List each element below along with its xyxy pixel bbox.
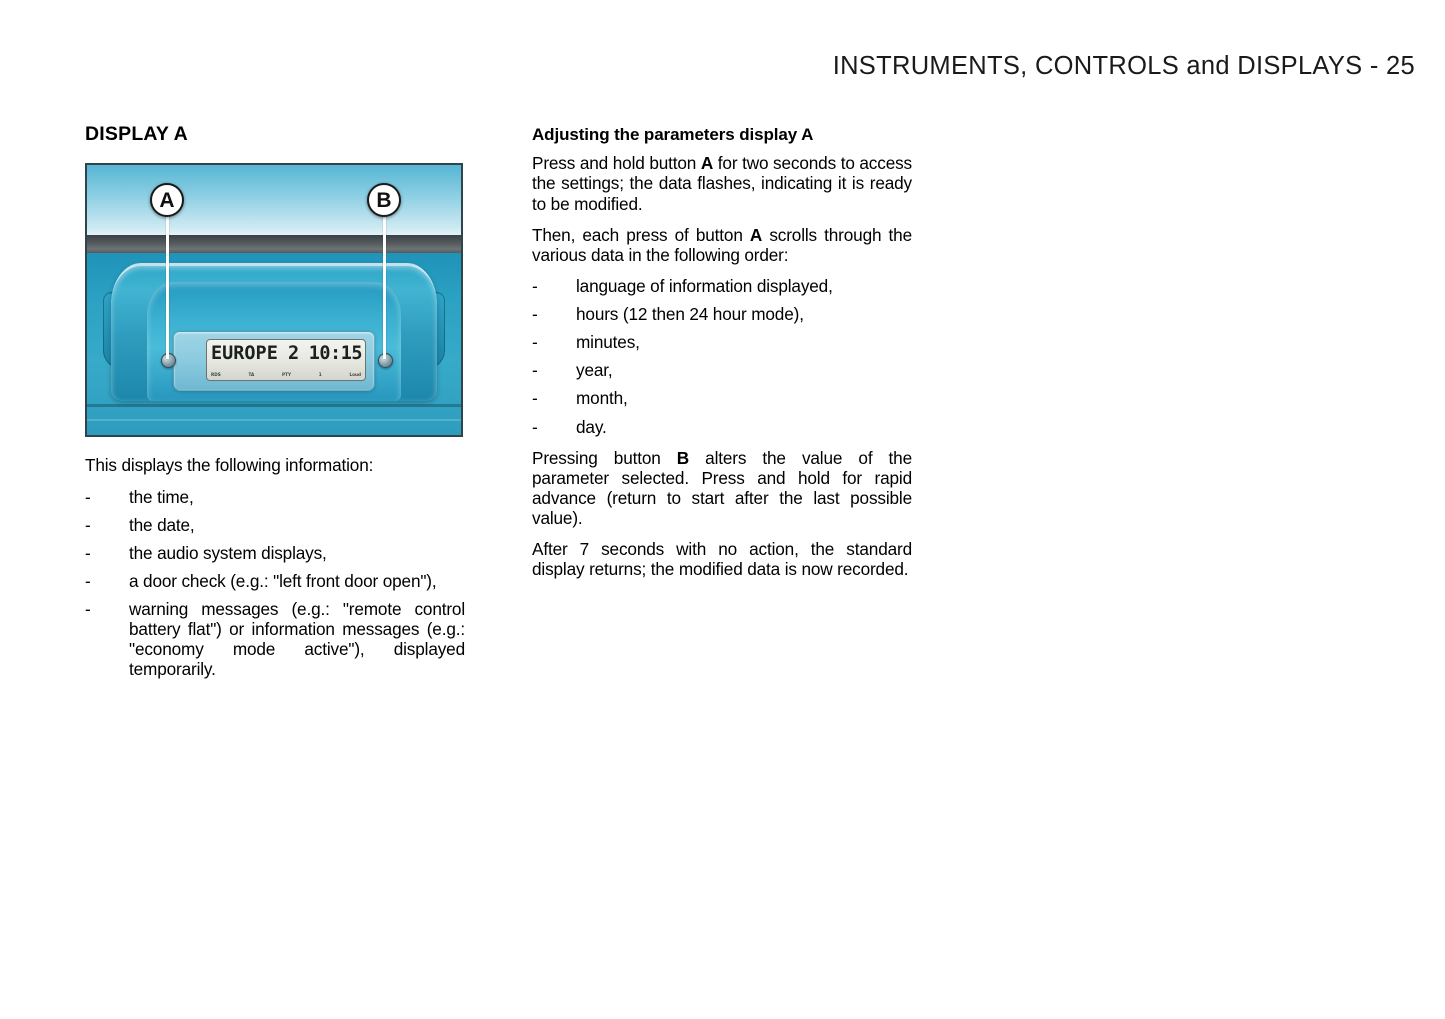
page-header-title: INSTRUMENTS, CONTROLS and DISPLAYS - 25	[832, 52, 1415, 80]
lcd-indicator-pty: PTY	[282, 372, 291, 378]
paragraph-3-part-1: Pressing button	[532, 447, 677, 468]
lcd-indicator-row	[211, 373, 361, 377]
paragraph-1-part-2: for two seconds to access the settings; the data flashes, indicating it is ready to be modified.	[532, 153, 912, 214]
list-item	[532, 276, 912, 296]
list-item-label: a door check (e.g.: "left front door open"),	[129, 570, 437, 591]
figure-ledge-line-1	[87, 404, 461, 407]
list-item	[85, 599, 465, 680]
left-column	[85, 124, 465, 691]
lcd-screen	[206, 339, 366, 381]
dash-bullet: -	[85, 542, 91, 563]
paragraph-2-part-2: scrolls through the various data in the following order:	[532, 224, 913, 265]
figure-dark-trim-band	[87, 235, 461, 255]
list-item-label: language of information displayed,	[576, 275, 833, 296]
list-item-label: month,	[576, 388, 628, 409]
callout-leader-line-b	[383, 215, 386, 359]
button-reference-a-2: A	[749, 224, 763, 245]
list-item	[85, 515, 465, 535]
list-item-label: the audio system displays,	[129, 542, 327, 563]
dash-bullet: -	[85, 570, 91, 591]
lcd-time-value: 10:15	[308, 343, 362, 365]
lcd-date-value: 2	[287, 343, 299, 365]
display-information-list	[85, 487, 465, 680]
dash-bullet: -	[532, 332, 538, 353]
dash-bullet: -	[85, 514, 91, 535]
figure-ledge-line-2	[87, 419, 461, 421]
lcd-main-row	[211, 342, 362, 366]
dash-bullet: -	[532, 275, 538, 296]
lcd-indicator-ta: TA	[248, 372, 255, 378]
lcd-indicator-rds: RDS	[211, 372, 221, 378]
callout-marker-a: A	[150, 183, 184, 217]
button-reference-a: A	[700, 153, 714, 174]
list-item	[532, 360, 912, 380]
section-subtitle: Adjusting the parameters display A	[532, 125, 814, 144]
dash-bullet: -	[85, 486, 91, 507]
left-intro-paragraph: This displays the following information:	[85, 455, 374, 476]
dash-bullet: -	[532, 388, 538, 409]
list-item	[532, 332, 912, 352]
paragraph-timeout: After 7 seconds with no action, the standard display returns; the modified data is now recorded.	[532, 539, 912, 580]
dash-bullet: -	[532, 304, 538, 324]
paragraph-3-part-2: alters the value of the parameter selected. Press and hold for rapid advance (return to start after the last possible value).	[532, 447, 912, 528]
parameter-order-list	[532, 276, 912, 437]
list-item-label: year,	[576, 360, 613, 381]
list-item-label: the date,	[129, 514, 195, 535]
list-item	[532, 304, 912, 324]
list-item-label: warning messages (e.g.: "remote control battery flat") or information messages (e.g.: "economy mode active"), displayed temporarily.	[129, 599, 465, 680]
list-item	[85, 543, 465, 563]
lcd-indicator-loud: Loud	[349, 372, 361, 378]
lcd-language-value: EUROPE	[211, 343, 278, 365]
button-reference-b: B	[676, 447, 690, 468]
paragraph-2-part-1: Then, each press of button	[532, 224, 750, 245]
paragraph-press-and-hold	[532, 153, 912, 213]
list-item-label: day.	[576, 416, 607, 437]
list-item	[85, 571, 465, 591]
callout-marker-b: B	[367, 183, 401, 217]
page-title: DISPLAY A	[85, 123, 188, 145]
list-item	[85, 487, 465, 507]
lcd-bezel	[173, 331, 375, 391]
dash-bullet: -	[85, 599, 91, 620]
callout-leader-line-a	[166, 215, 169, 359]
paragraph-1-part-1: Press and hold button	[532, 153, 701, 174]
list-item-label: hours (12 then 24 hour mode),	[576, 304, 804, 324]
list-item-label: minutes,	[576, 332, 640, 353]
paragraph-scroll-order	[532, 225, 912, 265]
list-item-label: the time,	[129, 486, 194, 507]
list-item	[532, 388, 912, 408]
dash-bullet: -	[532, 416, 538, 437]
lcd-indicator-preset: 1	[318, 372, 322, 378]
dash-bullet: -	[532, 360, 538, 381]
dashboard-figure	[85, 163, 463, 437]
figure-sky-band	[87, 165, 461, 237]
paragraph-button-b	[532, 448, 912, 529]
right-column	[532, 124, 912, 579]
list-item	[532, 417, 912, 437]
